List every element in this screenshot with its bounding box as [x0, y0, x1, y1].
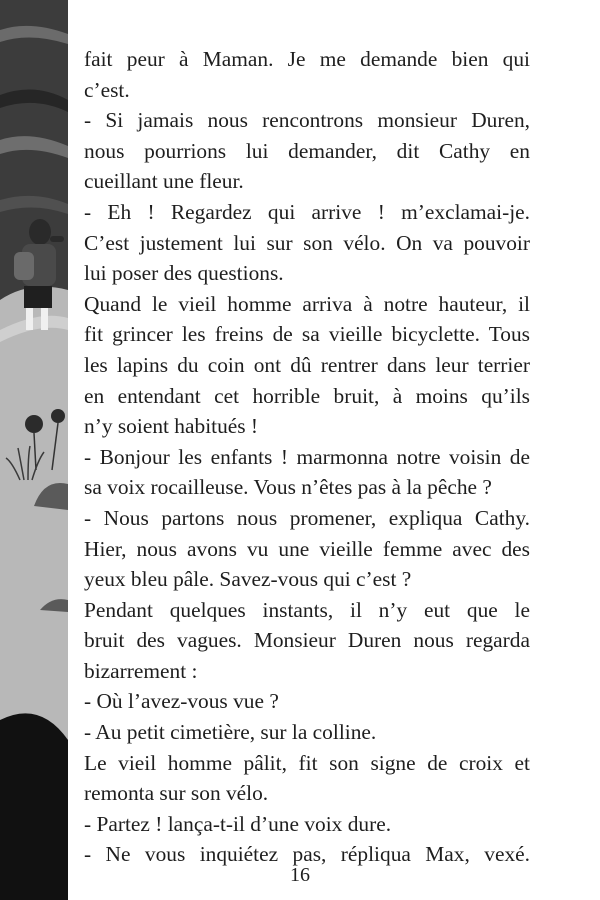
- margin-illustration: [0, 0, 68, 900]
- text-line: lui poser des questions.: [84, 261, 284, 286]
- text-line: n’y soient habitués !: [84, 414, 259, 439]
- text-line: bizarrement :: [84, 658, 198, 683]
- text-line: bruit des vagues. Monsieur Duren nous regarda: [84, 628, 530, 653]
- text-line: Quand le vieil homme arriva à notre hauteur, il: [84, 291, 530, 316]
- text-line: - Eh ! Regardez qui arrive ! m’exclamai-je.: [84, 199, 530, 224]
- text-line: - Bonjour les enfants ! marmonna notre voisin de: [84, 444, 530, 469]
- text-line: fit grincer les freins de sa vieille bicyclette. Tous: [84, 322, 530, 347]
- text-line: yeux bleu pâle. Savez-vous qui c’est ?: [84, 567, 412, 592]
- text-line: fait peur à Maman. Je me demande bien qui: [84, 47, 530, 71]
- text-line: sa voix rocailleuse. Vous n’êtes pas à la pêche ?: [84, 475, 492, 500]
- text-line: Hier, nous avons vu une vieille femme avec des: [84, 536, 530, 561]
- text-line: - Si jamais nous rencontrons monsieur Duren,: [84, 108, 530, 133]
- page-number: 16: [290, 864, 310, 886]
- text-line: Le vieil homme pâlit, fit son signe de croix et: [84, 750, 530, 775]
- story-text: [84, 44, 530, 870]
- text-line: Pendant quelques instants, il n’y eut que le: [84, 597, 530, 622]
- text-line: cueillant une fleur.: [84, 169, 244, 194]
- text-line: - Où l’avez-vous vue ?: [84, 689, 279, 714]
- text-line: - Ne vous inquiétez pas, répliqua Max, vexé.: [84, 842, 530, 867]
- text-line: - Nous partons nous promener, expliqua Cathy.: [84, 505, 530, 530]
- illustration-art: [0, 0, 68, 900]
- text-line: c’est.: [84, 77, 130, 102]
- text-line: les lapins du coin ont dû rentrer dans leur terrier: [84, 352, 530, 377]
- text-line: nous pourrions lui demander, dit Cathy en: [84, 138, 530, 163]
- text-line: C’est justement lui sur son vélo. On va pouvoir: [84, 230, 530, 255]
- text-line: en entendant cet horrible bruit, à moins qu’ils: [84, 383, 530, 408]
- text-line: - Au petit cimetière, sur la colline.: [84, 720, 377, 745]
- text-line: - Partez ! lança-t-il d’une voix dure.: [84, 811, 392, 836]
- text-line: remonta sur son vélo.: [84, 781, 269, 806]
